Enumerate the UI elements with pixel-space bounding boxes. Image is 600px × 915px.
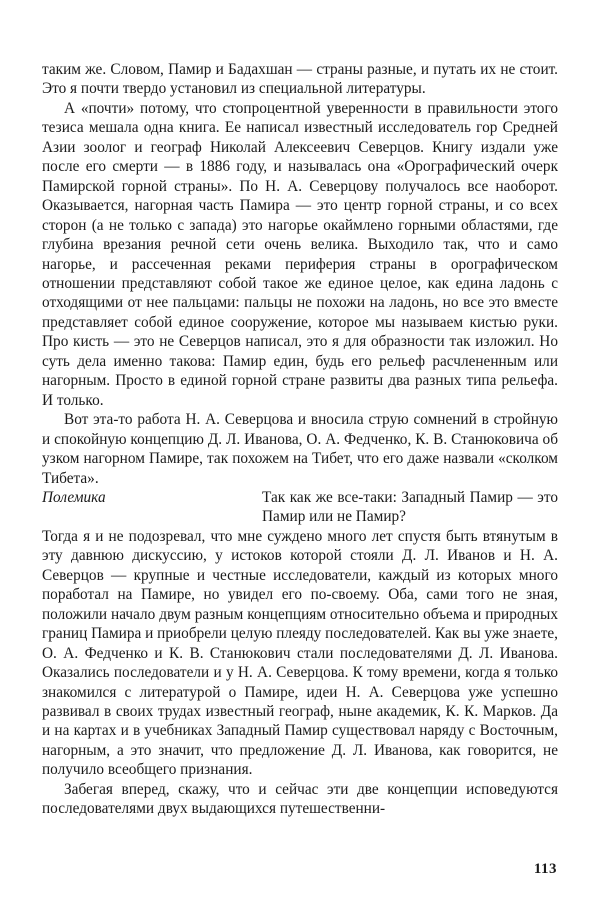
side-heading-text: Так как же все-таки: Западный Памир — это Памир или не Памир?: [262, 488, 558, 526]
side-heading: Полемика: [42, 488, 106, 506]
paragraph-1: таким же. Словом, Памир и Бадахшан — страны разные, и путать их не стоит. Это я почти твердо установил из специальной литературы.: [42, 61, 558, 98]
page-number: 113: [533, 861, 557, 877]
paragraph-5: Забегая вперед, скажу, что и сейчас эти две концепции исповедуются последователями двух выдающихся путешественни-: [42, 780, 558, 818]
text-block: [42, 60, 558, 819]
polemic-section: [42, 488, 558, 527]
paragraph-3: Вот эта-то работа Н. А. Северцова и вносила струю сомнений в стройную и спокойную концепцию Д. Л. Иванова, О. А. Федченко, К. В. Станюковича об узком нагорном Памире, так похожем на Тибет, что его даже назвали «сколком Тибета».: [42, 411, 558, 487]
paragraph-4: Тогда я и не подозревал, что мне суждено много лет спустя быть втянутым в эту давнюю дискуссию, у истоков которой стояли Д. Л. Иванов и Н. А. Северцов — крупные и честные исследователи, каждый из которых много поработал на Памире, но увидел его по-своему. Оба, сами того не зная, положили начало двум разным концепциям относительно объема и природных границ Памира и приобрели целую плеяду последователей. Как вы уже знаете, О. А. Федченко и К. В. Станюкович стали последователями Д. Л. Иванова. Оказались последователи и у Н. А. Северцова. К тому времени, когда я только знакомился с литературой о Памире, идеи Н. А. Северцова уже успешно развивал в своих трудах известный географ, ныне академик, К. К. Марков. Да и на картах и в учебниках Западный Памир существовал наряду с Восточным, нагорным, а это значит, что предложение Д. Л. Иванова, как говорится, не получило всеобщего признания.: [42, 527, 558, 779]
paragraph-2: А «почти» потому, что стопроцентной уверенности в правильности этого тезиса мешала одна книга. Ее написал известный исследователь гор Средней Азии зоолог и географ Николай Алексеевич Северцов. Книгу издали уже после его смерти — в 1886 году, и называлась она «Орографический очерк Памирской горной страны». По Н. А. Северцову получалось все наоборот. Оказывается, нагорная часть Памира — это центр горной страны, и со всех сторон (а не только с запада) это нагорье окаймлено горными областями, где глубина врезания речной сети очень велика. Выходило так, что и само нагорье, и рассеченная реками периферия страны в орографическом отношении представляют собой такое же единое целое, как едина ладонь с отходящими от нее пальцами: пальцы не похожи на ладонь, но все это вместе представляет собой единое сооружение, которое мы называем кистью руки. Про кисть — это не Северцов написал, это я для образности так изложил. Но суть дела именно такова: Памир един, будь его рельеф расчлененным или нагорным. Просто в единой горной стране развиты два разных типа рельефа. И только.: [42, 99, 558, 409]
